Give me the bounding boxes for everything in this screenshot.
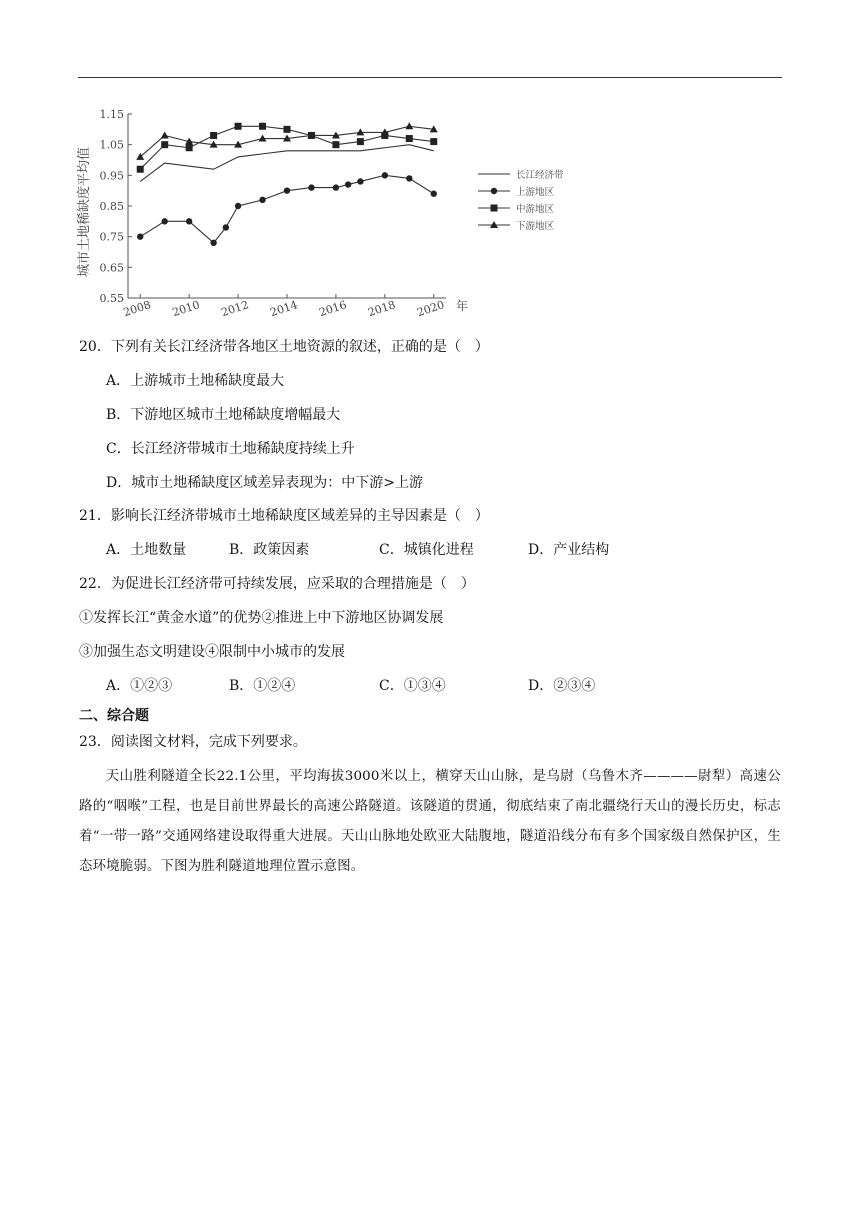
q22-option-c: C．①③④ <box>379 678 446 694</box>
data-point <box>308 184 314 190</box>
x-tick-label: 2018 <box>366 298 398 320</box>
legend-label: 中游地区 <box>516 204 555 215</box>
line-chart <box>70 100 590 322</box>
data-point <box>223 224 229 230</box>
data-point <box>137 166 144 173</box>
data-point <box>186 218 192 224</box>
data-point <box>284 187 290 193</box>
x-tick-label: 2014 <box>268 298 300 320</box>
q22-statement-line2: ③加强生态文明建设④限制中小城市的发展 <box>79 644 345 660</box>
series-circle-group <box>137 172 437 246</box>
chart-series-layer <box>136 122 438 246</box>
data-point <box>259 123 266 130</box>
data-point <box>235 203 241 209</box>
data-point <box>332 141 339 148</box>
legend-label: 下游地区 <box>516 221 555 232</box>
data-point <box>406 175 412 181</box>
data-point <box>259 197 265 203</box>
data-point <box>186 144 193 151</box>
q21-option-c: C．城镇化进程 <box>379 542 474 558</box>
q22-statement-line1: ①发挥长江“黄金水道”的优势②推进上中下游地区协调发展 <box>79 610 444 626</box>
legend-label: 上游地区 <box>516 187 555 198</box>
data-point <box>161 131 169 138</box>
x-tick-label: 2016 <box>317 298 349 320</box>
y-tick-label: 1.15 <box>99 108 124 121</box>
y-tick-label: 0.75 <box>99 230 124 244</box>
y-tick-label: 0.55 <box>99 292 124 305</box>
q22-option-a: A．①②③ <box>106 678 173 694</box>
x-tick-label: 2008 <box>121 298 153 320</box>
data-point <box>210 240 216 246</box>
data-point <box>235 123 242 130</box>
y-tick-label: 0.85 <box>99 200 124 213</box>
header-rule <box>78 77 782 78</box>
data-point <box>345 181 351 187</box>
y-tick-label: 0.65 <box>99 261 124 275</box>
legend-label: 长江经济带 <box>516 170 564 181</box>
y-tick-label: 1.05 <box>99 138 124 152</box>
q22-option-b: B．①②④ <box>229 678 296 694</box>
q20-option-b: B．下游地区城市土地稀缺度增幅最大 <box>106 407 341 423</box>
x-tick-label: 2012 <box>219 298 251 320</box>
data-point <box>137 233 143 239</box>
q20-option-a: A．上游城市土地稀缺度最大 <box>106 373 285 389</box>
data-point <box>161 141 168 148</box>
q21-option-a: A．土地数量 <box>106 542 187 558</box>
q20-option-c: C．长江经济带城市土地稀缺度持续上升 <box>106 441 355 457</box>
y-axis-label: 城市土地稀缺度平均值 <box>77 146 92 278</box>
data-point <box>406 135 413 142</box>
data-point <box>430 138 437 145</box>
q23-material-paragraph: 天山胜利隧道全长22.1公里，平均海拔3000米以上，横穿天山山脉，是乌尉（乌鲁木齐————尉犁）高速公路的“咽喉”工程，也是目前世界最长的高速公路隧道。该隧道的贯通，彻底结束了南北疆绕行天山的漫长历史，标志着“一带一路”交通网络建设取得重大进展。天山山脉地处欧亚大陆腹地，隧道沿线分布有多个国家级自然保护区，生态环境脆弱。下图为胜利隧道地理位置示意图。 <box>79 769 781 874</box>
data-point <box>431 191 437 197</box>
legend-swatch-marker <box>491 205 498 212</box>
x-axis-unit: 年 <box>456 299 469 313</box>
data-point <box>357 138 364 145</box>
q21-option-d: D．产业结构 <box>528 542 610 558</box>
q22-stem: 22．为促进长江经济带可持续发展，应采取的合理措施是（ ） <box>79 576 475 592</box>
data-point <box>357 178 363 184</box>
data-point <box>405 122 413 129</box>
q22-option-d: D．②③④ <box>528 678 596 694</box>
q20-stem: 20．下列有关长江经济带各地区土地资源的叙述，正确的是（ ） <box>79 339 489 355</box>
q23-stem: 23．阅读图文材料，完成下列要求。 <box>79 734 307 750</box>
y-tick-label: 0.95 <box>99 169 124 183</box>
data-point <box>161 218 167 224</box>
series-line <box>140 175 434 242</box>
data-point <box>333 184 339 190</box>
section-heading: 二、综合题 <box>79 708 149 724</box>
chart-legend <box>478 169 564 232</box>
x-tick-label: 2020 <box>415 298 447 320</box>
legend-swatch-marker <box>491 188 497 194</box>
q21-stem: 21．影响长江经济带城市土地稀缺度区域差异的主导因素是（ ） <box>79 508 489 524</box>
q21-option-b: B．政策因素 <box>229 542 310 558</box>
q20-option-d: D．城市土地稀缺度区域差异表现为：中下游>上游 <box>106 475 423 491</box>
x-tick-label: 2010 <box>170 298 202 320</box>
data-point <box>284 126 291 133</box>
data-point <box>210 132 217 139</box>
data-point <box>382 172 388 178</box>
